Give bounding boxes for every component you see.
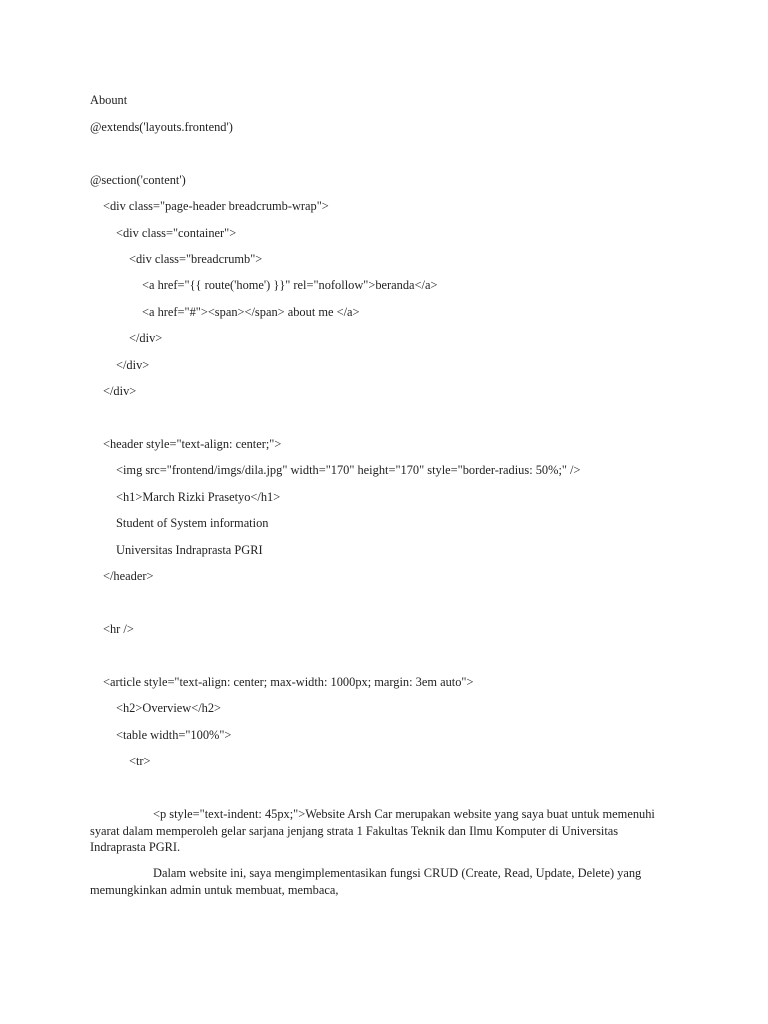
paragraph: Dalam website ini, saya mengimplementasikan fungsi CRUD (Create, Read, Update, Delete) yang memungkinkan admin untuk membuat, membaca, bbox=[90, 866, 642, 897]
code-line: <header style="text-align: center;"> bbox=[103, 437, 282, 451]
code-line: <div class="page-header breadcrumb-wrap"> bbox=[103, 199, 329, 213]
code-line: <a href="#"><span></span> about me </a> bbox=[142, 305, 360, 319]
code-line: <h1>March Rizki Prasetyo</h1> bbox=[116, 490, 281, 504]
code-line: <tr> bbox=[129, 754, 151, 768]
code-line: Universitas Indraprasta PGRI bbox=[116, 543, 263, 557]
code-line: <img src="frontend/imgs/dila.jpg" width="170" height="170" style="border-radius: 50%;" /> bbox=[116, 463, 581, 477]
code-line: <article style="text-align: center; max-width: 1000px; margin: 3em auto"> bbox=[103, 675, 474, 689]
code-line: @section('content') bbox=[90, 173, 186, 187]
doc-title: Abount bbox=[90, 93, 128, 107]
code-line: </div> bbox=[129, 331, 163, 345]
code-line: <div class="container"> bbox=[116, 226, 237, 240]
code-line: <h2>Overview</h2> bbox=[116, 701, 222, 715]
code-line: @extends('layouts.frontend') bbox=[90, 120, 233, 134]
paragraph: <p style="text-indent: 45px;">Website Arsh Car merupakan website yang saya buat untuk memenuhi syarat dalam memperoleh gelar sarjana jenjang strata 1 Fakultas Teknik dan Ilmu Komputer di Universitas Indraprasta PGRI. bbox=[90, 807, 655, 854]
code-line: </div> bbox=[103, 384, 137, 398]
code-line: <div class="breadcrumb"> bbox=[129, 252, 263, 266]
code-line: Student of System information bbox=[116, 516, 269, 530]
code-line: <table width="100%"> bbox=[116, 728, 232, 742]
code-line: <hr /> bbox=[103, 622, 134, 636]
code-line: </div> bbox=[116, 358, 150, 372]
code-line: </header> bbox=[103, 569, 154, 583]
code-line: <a href="{{ route('home') }}" rel="nofollow">beranda</a> bbox=[142, 278, 438, 292]
